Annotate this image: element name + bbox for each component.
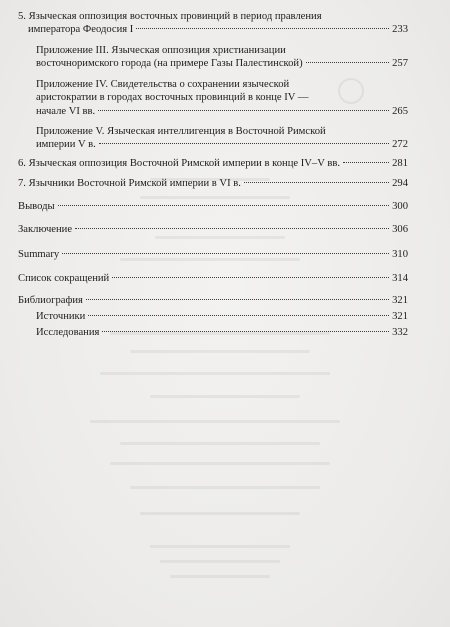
toc-entry-chapter-7 [18,177,408,190]
toc-entry-summary [18,248,408,261]
toc-entry-title: Список сокращений [18,273,110,284]
toc-leader-dots [99,143,389,144]
toc-page-number: 300 [392,201,408,212]
toc-page-number: 314 [392,273,408,284]
toc-leader-dots [136,28,389,29]
toc-leader-dots [62,253,389,254]
toc-leader-dots [58,205,389,206]
toc-leader-dots [102,331,389,332]
toc-entry-bibliography [18,294,408,307]
toc-entry-title: восточноримского города (на примере Газы Палестинской) [36,58,303,70]
toc-page-number: 257 [392,58,408,70]
toc-entry-title: Приложение IV. Свидетельства о сохранении языческой [36,79,290,90]
toc-entry-title: 5. Языческая оппозиция восточных провинций в период правления [18,11,322,22]
toc-page-number: 332 [392,327,408,338]
toc-entry-title: Выводы [18,201,55,212]
toc-entry-title: Приложение III. Языческая оппозиция христианизации [36,45,286,56]
toc-leader-dots [86,299,389,300]
toc-entry-appendix-4 [36,78,408,118]
toc-page-number: 294 [392,178,408,189]
toc-entry-abbreviations [18,272,408,285]
toc-leader-dots [112,277,389,278]
toc-page-number: 233 [392,24,408,36]
toc-entry-title: империи V в. [36,139,96,151]
toc-entry-final-conclusion [18,223,408,236]
toc-page-number: 265 [392,105,408,117]
toc-entry-title: начале VI вв. [36,105,96,117]
toc-entry-title: 6. Языческая оппозиция Восточной Римской империи в конце IV–V вв. [18,158,340,169]
toc-page-number: 321 [392,311,408,322]
toc-leader-dots [306,62,389,63]
toc-entry-title: Библиография [18,295,83,306]
toc-entry-chapter-5 [18,10,408,37]
toc-page-number: 281 [392,158,408,169]
toc-page-number: 272 [392,139,408,151]
toc-entry-appendix-3 [36,44,408,71]
toc-leader-dots [75,228,389,229]
toc-leader-dots [98,110,389,111]
toc-leader-dots [343,162,389,163]
toc-entry-title: императора Феодосия I [28,24,134,36]
toc-entry-title: Приложение V. Языческая интеллигенция в Восточной Римской [36,126,326,137]
toc-entry-title: Исследования [36,327,100,338]
toc-entry-title: Источники [36,311,86,322]
toc-leader-dots [88,315,389,316]
toc-entry-chapter-6 [18,157,408,170]
toc-entry-title: аристократии в городах восточных провинций в конце IV — [36,92,309,104]
toc-entry-title: Summary [18,249,60,260]
toc-entry-studies [36,326,408,339]
toc-entry-title: Заключение [18,224,73,235]
toc-page-number: 321 [392,295,408,306]
toc-entry-conclusions [18,200,408,213]
toc-page-number: 310 [392,249,408,260]
toc-leader-dots [244,182,389,183]
toc-entry-title: 7. Язычники Восточной Римской империи в VI в. [18,178,241,189]
toc-entry-sources [36,310,408,323]
toc-entry-appendix-5 [36,125,408,152]
toc-page-number: 306 [392,224,408,235]
